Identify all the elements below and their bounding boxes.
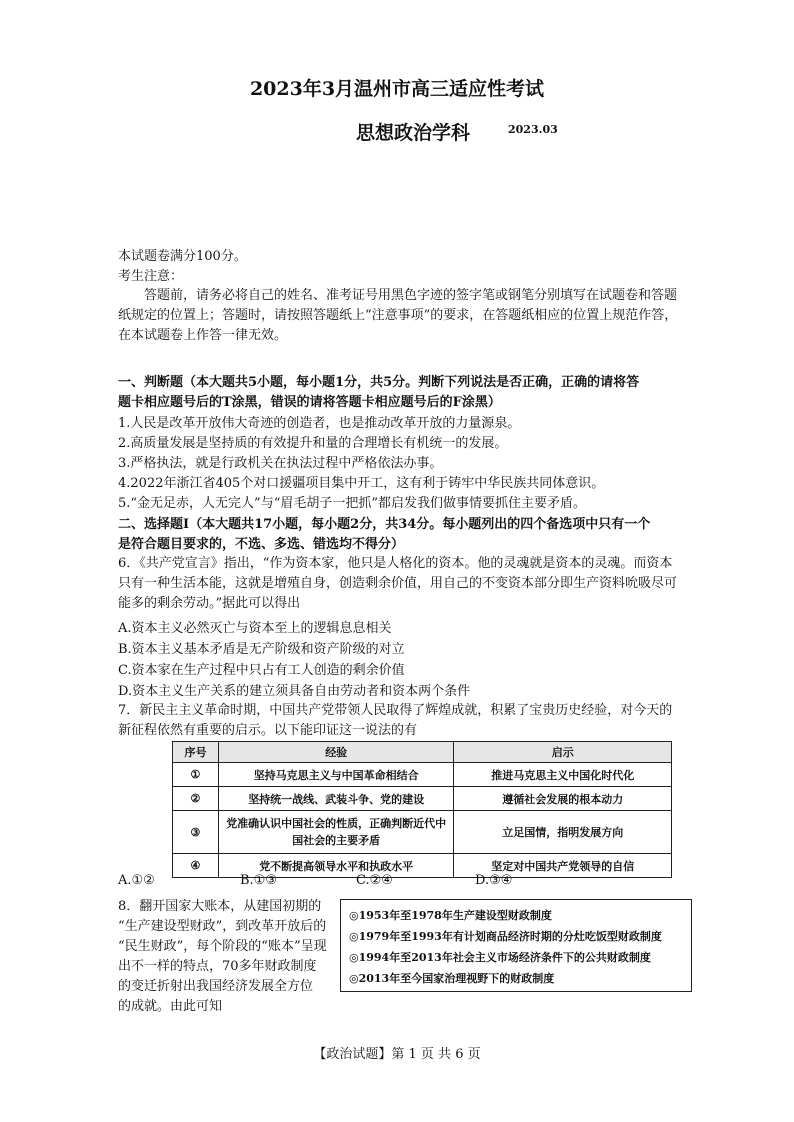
- row-no: ④: [173, 854, 219, 878]
- q7-option-a: A.①②: [118, 873, 155, 888]
- row-exp: 党不断提高领导水平和执政水平: [218, 854, 454, 878]
- section2-heading-2: 是符合题目要求的，不选、多选、错选均不得分）: [118, 537, 405, 552]
- notice-label: 考生注意：: [118, 269, 184, 284]
- judge-item-2: 2.高质量发展是坚持质的有效提升和量的合理增长有机统一的发展。: [118, 436, 508, 451]
- fiscal-item-2: ◎1979年至1993年有计划商品经济时期的分灶吃饭型财政制度: [349, 930, 662, 943]
- row-hint: 立足国情，指明发展方向: [454, 811, 672, 854]
- row-exp: 坚持马克思主义与中国革命相结合: [218, 763, 454, 787]
- exam-title: 2023年3月温州市高三适应性考试: [249, 78, 545, 100]
- table-row: [173, 763, 672, 787]
- q8-line-3: “民生财政”，每个阶段的“账本”呈现: [118, 939, 327, 954]
- q8-line-1: 8．翻开国家大账本，从建国初期的: [118, 899, 322, 914]
- q6-option-b: B.资本主义基本矛盾是无产阶级和资产阶级的对立: [118, 642, 405, 657]
- q8-line-2: “生产建设型财政”，到改革开放后的: [118, 919, 327, 934]
- row-exp: 坚持统一战线、武装斗争、党的建设: [218, 787, 454, 811]
- q6-stem: 6．《共产党宣言》指出，“作为资本家，他只是人格化的资本。他的灵魂就是资本的灵魂。而资本只有一种生活本能，这就是增殖自身，创造剩余价值，用自己的不变资本部分即生产资料吮吸尽可能多的剩余劳动。”据此可以得出: [118, 556, 678, 611]
- exam-date: 2023.03: [508, 123, 558, 136]
- q6-option-a: A.资本主义必然灭亡与资本至上的逻辑息息相关: [118, 621, 392, 636]
- row-exp: 党准确认识中国社会的性质，正确判断近代中国社会的主要矛盾: [218, 811, 454, 854]
- judge-item-5: 5.“金无足赤，人无完人”与“眉毛胡子一把抓”都启发我们做事情要抓住主要矛盾。: [118, 496, 586, 511]
- q7-table-header: [173, 742, 672, 763]
- row-no: ②: [173, 787, 219, 811]
- judge-item-3: 3.严格执法，就是行政机关在执法过程中严格依法办事。: [118, 456, 443, 471]
- row-no: ③: [173, 811, 219, 854]
- q8-line-6: 的成就。由此可知: [118, 999, 223, 1014]
- row-hint: 坚定对中国共产党领导的自信: [454, 854, 672, 878]
- col-header-no: 序号: [173, 742, 219, 763]
- exam-subject: 思想政治学科: [356, 122, 471, 144]
- q6-option-c: C.资本家在生产过程中只占有工人创造的剩余价值: [118, 663, 405, 678]
- q7-option-d: D.③④: [475, 873, 513, 888]
- page-footer: 【政治试题】第 1 页 共 6 页: [313, 1047, 481, 1062]
- q8-line-4: 出不一样的特点，70多年财政制度: [118, 959, 317, 974]
- fiscal-item-3: ◎1994年至2013年社会主义市场经济条件下的公共财政制度: [349, 951, 651, 964]
- table-row: [173, 811, 672, 854]
- q6-option-d: D.资本主义生产关系的建立须具备自由劳动者和资本两个条件: [118, 684, 471, 699]
- q7-option-c: C.②④: [356, 873, 393, 888]
- section1-heading-1: 一、判断题（本大题共5小题，每小题1分，共5分。判断下列说法是否正确，正确的请将答: [118, 375, 640, 390]
- row-hint: 推进马克思主义中国化时代化: [454, 763, 672, 787]
- col-header-hint: 启示: [454, 742, 672, 763]
- section1-heading-2: 题卡相应题号后的T涂黑，错误的请将答题卡相应题号后的F涂黑）: [118, 395, 501, 410]
- fiscal-item-4: ◎2013年至今国家治理视野下的财政制度: [349, 972, 555, 985]
- score-line: 本试题卷满分100分。: [118, 249, 247, 264]
- notice-text: 答题前，请务必将自己的姓名、准考证号用黑色字迹的签字笔或钢笔分别填写在试题卷和答题纸规定的位置上；答题时，请按照答题纸上“注意事项”的要求，在答题纸相应的位置上规范作答，在本试题卷上作答一律无效。: [118, 288, 678, 343]
- q7-stem: 7．新民主主义革命时期，中国共产党带领人民取得了辉煌成就，积累了宝贵历史经验，对今天的新征程依然有重要的启示。以下能印证这一说法的有: [118, 703, 673, 738]
- q8-fiscal-box: [340, 899, 692, 992]
- table-row: [173, 787, 672, 811]
- row-hint: 遵循社会发展的根本动力: [454, 787, 672, 811]
- q7-option-b: B.①③: [240, 873, 277, 888]
- fiscal-item-1: ◎1953年至1978年生产建设型财政制度: [349, 909, 552, 922]
- judge-item-1: 1.人民是改革开放伟大奇迹的创造者，也是推动改革开放的力量源泉。: [118, 416, 521, 431]
- q7-table: [172, 741, 672, 878]
- col-header-exp: 经验: [218, 742, 454, 763]
- row-no: ①: [173, 763, 219, 787]
- section2-heading-1: 二、选择题Ⅰ（本大题共17小题，每小题2分，共34分。每小题列出的四个备选项中只有一个: [118, 517, 651, 532]
- q8-line-5: 的变迁折射出我国经济发展全方位: [118, 979, 314, 994]
- judge-item-4: 4.2022年浙江省405个对口援疆项目集中开工，这有利于铸牢中华民族共同体意识。: [118, 476, 605, 491]
